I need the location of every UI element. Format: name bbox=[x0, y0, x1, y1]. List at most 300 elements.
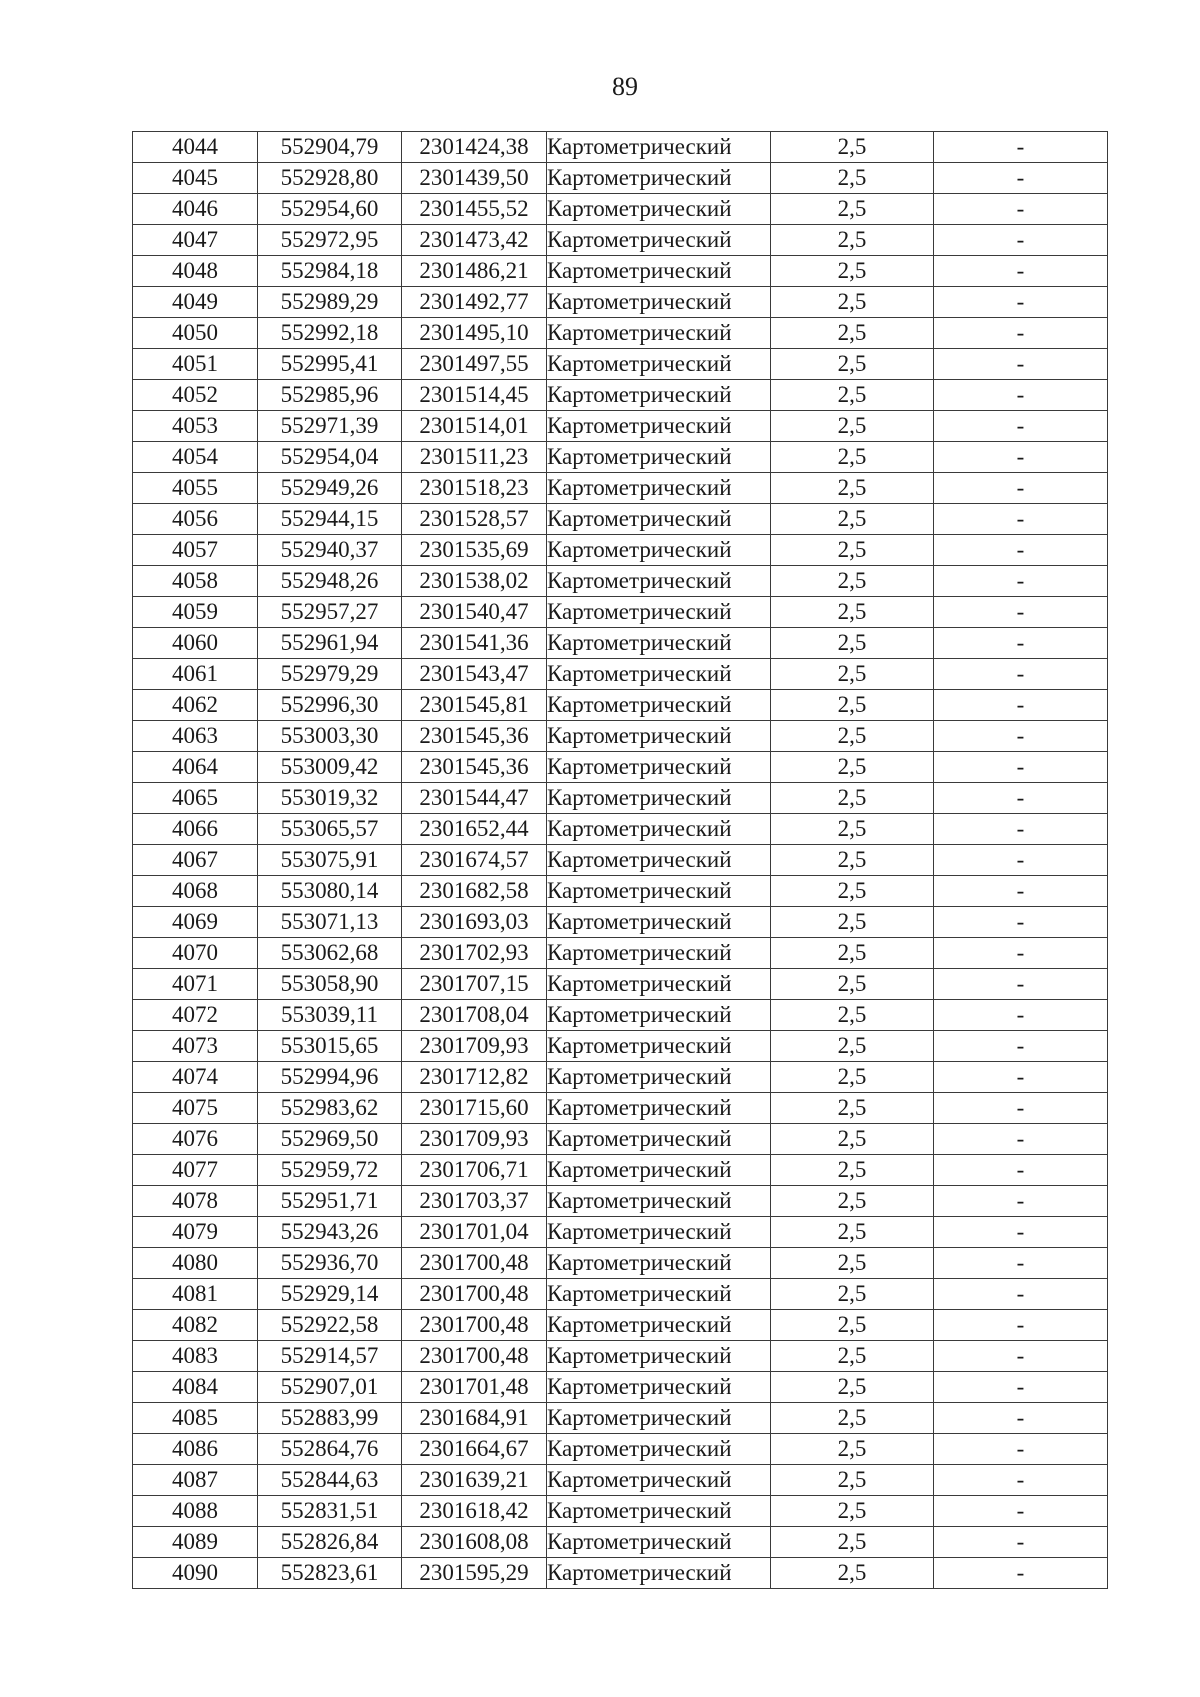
accuracy-cell: 2,5 bbox=[771, 349, 934, 380]
y-coordinate-cell: 2301709,93 bbox=[402, 1031, 547, 1062]
y-coordinate-cell: 2301473,42 bbox=[402, 225, 547, 256]
point-number-cell: 4075 bbox=[133, 1093, 258, 1124]
table-row bbox=[133, 380, 1108, 411]
accuracy-cell: 2,5 bbox=[771, 287, 934, 318]
accuracy-cell: 2,5 bbox=[771, 659, 934, 690]
point-number-cell: 4066 bbox=[133, 814, 258, 845]
method-cell: Картометрический bbox=[547, 1341, 771, 1372]
x-coordinate-cell: 552972,95 bbox=[258, 225, 402, 256]
y-coordinate-cell: 2301544,47 bbox=[402, 783, 547, 814]
x-coordinate-cell: 552914,57 bbox=[258, 1341, 402, 1372]
table-row bbox=[133, 690, 1108, 721]
table-row bbox=[133, 349, 1108, 380]
note-cell: - bbox=[934, 1217, 1108, 1248]
point-number-cell: 4064 bbox=[133, 752, 258, 783]
x-coordinate-cell: 552823,61 bbox=[258, 1558, 402, 1589]
accuracy-cell: 2,5 bbox=[771, 411, 934, 442]
table-row bbox=[133, 1558, 1108, 1589]
point-number-cell: 4048 bbox=[133, 256, 258, 287]
x-coordinate-cell: 553071,13 bbox=[258, 907, 402, 938]
accuracy-cell: 2,5 bbox=[771, 1248, 934, 1279]
x-coordinate-cell: 552928,80 bbox=[258, 163, 402, 194]
accuracy-cell: 2,5 bbox=[771, 1031, 934, 1062]
table-row bbox=[133, 566, 1108, 597]
y-coordinate-cell: 2301684,91 bbox=[402, 1403, 547, 1434]
method-cell: Картометрический bbox=[547, 132, 771, 163]
table-row bbox=[133, 628, 1108, 659]
note-cell: - bbox=[934, 1558, 1108, 1589]
method-cell: Картометрический bbox=[547, 721, 771, 752]
point-number-cell: 4049 bbox=[133, 287, 258, 318]
point-number-cell: 4082 bbox=[133, 1310, 258, 1341]
y-coordinate-cell: 2301700,48 bbox=[402, 1248, 547, 1279]
y-coordinate-cell: 2301511,23 bbox=[402, 442, 547, 473]
table-row bbox=[133, 194, 1108, 225]
x-coordinate-cell: 552826,84 bbox=[258, 1527, 402, 1558]
accuracy-cell: 2,5 bbox=[771, 1217, 934, 1248]
note-cell: - bbox=[934, 938, 1108, 969]
method-cell: Картометрический bbox=[547, 690, 771, 721]
method-cell: Картометрический bbox=[547, 814, 771, 845]
note-cell: - bbox=[934, 845, 1108, 876]
table-row bbox=[133, 1310, 1108, 1341]
method-cell: Картометрический bbox=[547, 256, 771, 287]
table-row bbox=[133, 1372, 1108, 1403]
note-cell: - bbox=[934, 349, 1108, 380]
note-cell: - bbox=[934, 1496, 1108, 1527]
point-number-cell: 4053 bbox=[133, 411, 258, 442]
accuracy-cell: 2,5 bbox=[771, 1403, 934, 1434]
y-coordinate-cell: 2301701,48 bbox=[402, 1372, 547, 1403]
table-row bbox=[133, 1124, 1108, 1155]
method-cell: Картометрический bbox=[547, 318, 771, 349]
note-cell: - bbox=[934, 1341, 1108, 1372]
x-coordinate-cell: 552904,79 bbox=[258, 132, 402, 163]
note-cell: - bbox=[934, 1434, 1108, 1465]
note-cell: - bbox=[934, 1372, 1108, 1403]
y-coordinate-cell: 2301702,93 bbox=[402, 938, 547, 969]
x-coordinate-cell: 553058,90 bbox=[258, 969, 402, 1000]
method-cell: Картометрический bbox=[547, 1186, 771, 1217]
method-cell: Картометрический bbox=[547, 1310, 771, 1341]
accuracy-cell: 2,5 bbox=[771, 628, 934, 659]
accuracy-cell: 2,5 bbox=[771, 907, 934, 938]
y-coordinate-cell: 2301708,04 bbox=[402, 1000, 547, 1031]
accuracy-cell: 2,5 bbox=[771, 380, 934, 411]
method-cell: Картометрический bbox=[547, 752, 771, 783]
table-row bbox=[133, 1279, 1108, 1310]
point-number-cell: 4045 bbox=[133, 163, 258, 194]
method-cell: Картометрический bbox=[547, 1372, 771, 1403]
y-coordinate-cell: 2301424,38 bbox=[402, 132, 547, 163]
x-coordinate-cell: 552929,14 bbox=[258, 1279, 402, 1310]
accuracy-cell: 2,5 bbox=[771, 225, 934, 256]
method-cell: Картометрический bbox=[547, 876, 771, 907]
point-number-cell: 4046 bbox=[133, 194, 258, 225]
table-row bbox=[133, 1062, 1108, 1093]
table-body bbox=[133, 132, 1108, 1589]
method-cell: Картометрический bbox=[547, 1248, 771, 1279]
note-cell: - bbox=[934, 1527, 1108, 1558]
y-coordinate-cell: 2301545,81 bbox=[402, 690, 547, 721]
accuracy-cell: 2,5 bbox=[771, 1341, 934, 1372]
x-coordinate-cell: 552995,41 bbox=[258, 349, 402, 380]
x-coordinate-cell: 552844,63 bbox=[258, 1465, 402, 1496]
point-number-cell: 4076 bbox=[133, 1124, 258, 1155]
method-cell: Картометрический bbox=[547, 163, 771, 194]
note-cell: - bbox=[934, 752, 1108, 783]
table-row bbox=[133, 287, 1108, 318]
point-number-cell: 4051 bbox=[133, 349, 258, 380]
point-number-cell: 4065 bbox=[133, 783, 258, 814]
accuracy-cell: 2,5 bbox=[771, 752, 934, 783]
accuracy-cell: 2,5 bbox=[771, 256, 934, 287]
point-number-cell: 4073 bbox=[133, 1031, 258, 1062]
y-coordinate-cell: 2301497,55 bbox=[402, 349, 547, 380]
table-row bbox=[133, 969, 1108, 1000]
method-cell: Картометрический bbox=[547, 349, 771, 380]
table-row bbox=[133, 1155, 1108, 1186]
table-row bbox=[133, 1341, 1108, 1372]
x-coordinate-cell: 553075,91 bbox=[258, 845, 402, 876]
x-coordinate-cell: 552984,18 bbox=[258, 256, 402, 287]
note-cell: - bbox=[934, 1279, 1108, 1310]
x-coordinate-cell: 552994,96 bbox=[258, 1062, 402, 1093]
note-cell: - bbox=[934, 690, 1108, 721]
y-coordinate-cell: 2301703,37 bbox=[402, 1186, 547, 1217]
method-cell: Картометрический bbox=[547, 473, 771, 504]
point-number-cell: 4088 bbox=[133, 1496, 258, 1527]
point-number-cell: 4060 bbox=[133, 628, 258, 659]
note-cell: - bbox=[934, 659, 1108, 690]
method-cell: Картометрический bbox=[547, 566, 771, 597]
x-coordinate-cell: 552948,26 bbox=[258, 566, 402, 597]
note-cell: - bbox=[934, 442, 1108, 473]
y-coordinate-cell: 2301541,36 bbox=[402, 628, 547, 659]
accuracy-cell: 2,5 bbox=[771, 1434, 934, 1465]
point-number-cell: 4087 bbox=[133, 1465, 258, 1496]
accuracy-cell: 2,5 bbox=[771, 194, 934, 225]
method-cell: Картометрический bbox=[547, 194, 771, 225]
note-cell: - bbox=[934, 287, 1108, 318]
table-row bbox=[133, 225, 1108, 256]
x-coordinate-cell: 552992,18 bbox=[258, 318, 402, 349]
point-number-cell: 4044 bbox=[133, 132, 258, 163]
y-coordinate-cell: 2301492,77 bbox=[402, 287, 547, 318]
x-coordinate-cell: 553015,65 bbox=[258, 1031, 402, 1062]
accuracy-cell: 2,5 bbox=[771, 814, 934, 845]
x-coordinate-cell: 553019,32 bbox=[258, 783, 402, 814]
note-cell: - bbox=[934, 194, 1108, 225]
accuracy-cell: 2,5 bbox=[771, 1062, 934, 1093]
table-row bbox=[133, 535, 1108, 566]
method-cell: Картометрический bbox=[547, 845, 771, 876]
note-cell: - bbox=[934, 907, 1108, 938]
method-cell: Картометрический bbox=[547, 659, 771, 690]
accuracy-cell: 2,5 bbox=[771, 566, 934, 597]
accuracy-cell: 2,5 bbox=[771, 1000, 934, 1031]
accuracy-cell: 2,5 bbox=[771, 318, 934, 349]
note-cell: - bbox=[934, 1186, 1108, 1217]
point-number-cell: 4071 bbox=[133, 969, 258, 1000]
point-number-cell: 4085 bbox=[133, 1403, 258, 1434]
table-row bbox=[133, 411, 1108, 442]
table-row bbox=[133, 1093, 1108, 1124]
x-coordinate-cell: 552961,94 bbox=[258, 628, 402, 659]
point-number-cell: 4059 bbox=[133, 597, 258, 628]
x-coordinate-cell: 553039,11 bbox=[258, 1000, 402, 1031]
y-coordinate-cell: 2301639,21 bbox=[402, 1465, 547, 1496]
note-cell: - bbox=[934, 1062, 1108, 1093]
method-cell: Картометрический bbox=[547, 1496, 771, 1527]
x-coordinate-cell: 552985,96 bbox=[258, 380, 402, 411]
note-cell: - bbox=[934, 380, 1108, 411]
method-cell: Картометрический bbox=[547, 504, 771, 535]
x-coordinate-cell: 552943,26 bbox=[258, 1217, 402, 1248]
method-cell: Картометрический bbox=[547, 1093, 771, 1124]
accuracy-cell: 2,5 bbox=[771, 1124, 934, 1155]
accuracy-cell: 2,5 bbox=[771, 1527, 934, 1558]
note-cell: - bbox=[934, 256, 1108, 287]
method-cell: Картометрический bbox=[547, 907, 771, 938]
accuracy-cell: 2,5 bbox=[771, 938, 934, 969]
method-cell: Картометрический bbox=[547, 380, 771, 411]
coordinates-table bbox=[132, 131, 1108, 1589]
method-cell: Картометрический bbox=[547, 287, 771, 318]
y-coordinate-cell: 2301706,71 bbox=[402, 1155, 547, 1186]
y-coordinate-cell: 2301674,57 bbox=[402, 845, 547, 876]
accuracy-cell: 2,5 bbox=[771, 1465, 934, 1496]
method-cell: Картометрический bbox=[547, 535, 771, 566]
table-row bbox=[133, 1434, 1108, 1465]
x-coordinate-cell: 552949,26 bbox=[258, 473, 402, 504]
method-cell: Картометрический bbox=[547, 783, 771, 814]
accuracy-cell: 2,5 bbox=[771, 132, 934, 163]
accuracy-cell: 2,5 bbox=[771, 1093, 934, 1124]
table-row bbox=[133, 814, 1108, 845]
note-cell: - bbox=[934, 628, 1108, 659]
method-cell: Картометрический bbox=[547, 1465, 771, 1496]
point-number-cell: 4057 bbox=[133, 535, 258, 566]
point-number-cell: 4054 bbox=[133, 442, 258, 473]
point-number-cell: 4084 bbox=[133, 1372, 258, 1403]
table-row bbox=[133, 1527, 1108, 1558]
x-coordinate-cell: 552922,58 bbox=[258, 1310, 402, 1341]
note-cell: - bbox=[934, 783, 1108, 814]
accuracy-cell: 2,5 bbox=[771, 1496, 934, 1527]
point-number-cell: 4050 bbox=[133, 318, 258, 349]
y-coordinate-cell: 2301701,04 bbox=[402, 1217, 547, 1248]
table-row bbox=[133, 1186, 1108, 1217]
note-cell: - bbox=[934, 225, 1108, 256]
method-cell: Картометрический bbox=[547, 1434, 771, 1465]
table-row bbox=[133, 845, 1108, 876]
note-cell: - bbox=[934, 876, 1108, 907]
point-number-cell: 4086 bbox=[133, 1434, 258, 1465]
x-coordinate-cell: 552954,04 bbox=[258, 442, 402, 473]
y-coordinate-cell: 2301545,36 bbox=[402, 752, 547, 783]
x-coordinate-cell: 552983,62 bbox=[258, 1093, 402, 1124]
y-coordinate-cell: 2301540,47 bbox=[402, 597, 547, 628]
point-number-cell: 4061 bbox=[133, 659, 258, 690]
method-cell: Картометрический bbox=[547, 628, 771, 659]
x-coordinate-cell: 552971,39 bbox=[258, 411, 402, 442]
accuracy-cell: 2,5 bbox=[771, 473, 934, 504]
point-number-cell: 4052 bbox=[133, 380, 258, 411]
point-number-cell: 4068 bbox=[133, 876, 258, 907]
x-coordinate-cell: 553003,30 bbox=[258, 721, 402, 752]
method-cell: Картометрический bbox=[547, 411, 771, 442]
table-row bbox=[133, 1217, 1108, 1248]
note-cell: - bbox=[934, 814, 1108, 845]
table-row bbox=[133, 876, 1108, 907]
method-cell: Картометрический bbox=[547, 1031, 771, 1062]
note-cell: - bbox=[934, 1093, 1108, 1124]
x-coordinate-cell: 553065,57 bbox=[258, 814, 402, 845]
table-row bbox=[133, 597, 1108, 628]
method-cell: Картометрический bbox=[547, 1000, 771, 1031]
y-coordinate-cell: 2301528,57 bbox=[402, 504, 547, 535]
note-cell: - bbox=[934, 132, 1108, 163]
note-cell: - bbox=[934, 1155, 1108, 1186]
table-row bbox=[133, 504, 1108, 535]
x-coordinate-cell: 552954,60 bbox=[258, 194, 402, 225]
note-cell: - bbox=[934, 163, 1108, 194]
method-cell: Картометрический bbox=[547, 938, 771, 969]
y-coordinate-cell: 2301664,67 bbox=[402, 1434, 547, 1465]
note-cell: - bbox=[934, 504, 1108, 535]
point-number-cell: 4081 bbox=[133, 1279, 258, 1310]
y-coordinate-cell: 2301543,47 bbox=[402, 659, 547, 690]
table-row bbox=[133, 1031, 1108, 1062]
table-row bbox=[133, 163, 1108, 194]
x-coordinate-cell: 552969,50 bbox=[258, 1124, 402, 1155]
x-coordinate-cell: 552989,29 bbox=[258, 287, 402, 318]
x-coordinate-cell: 552957,27 bbox=[258, 597, 402, 628]
accuracy-cell: 2,5 bbox=[771, 597, 934, 628]
accuracy-cell: 2,5 bbox=[771, 845, 934, 876]
point-number-cell: 4089 bbox=[133, 1527, 258, 1558]
point-number-cell: 4058 bbox=[133, 566, 258, 597]
y-coordinate-cell: 2301608,08 bbox=[402, 1527, 547, 1558]
x-coordinate-cell: 552940,37 bbox=[258, 535, 402, 566]
table-row bbox=[133, 132, 1108, 163]
x-coordinate-cell: 552907,01 bbox=[258, 1372, 402, 1403]
x-coordinate-cell: 553062,68 bbox=[258, 938, 402, 969]
method-cell: Картометрический bbox=[547, 1217, 771, 1248]
point-number-cell: 4080 bbox=[133, 1248, 258, 1279]
y-coordinate-cell: 2301618,42 bbox=[402, 1496, 547, 1527]
x-coordinate-cell: 552831,51 bbox=[258, 1496, 402, 1527]
table-row bbox=[133, 1496, 1108, 1527]
x-coordinate-cell: 552936,70 bbox=[258, 1248, 402, 1279]
table-row bbox=[133, 938, 1108, 969]
note-cell: - bbox=[934, 1031, 1108, 1062]
method-cell: Картометрический bbox=[547, 1527, 771, 1558]
note-cell: - bbox=[934, 1000, 1108, 1031]
y-coordinate-cell: 2301700,48 bbox=[402, 1279, 547, 1310]
y-coordinate-cell: 2301545,36 bbox=[402, 721, 547, 752]
point-number-cell: 4090 bbox=[133, 1558, 258, 1589]
note-cell: - bbox=[934, 1465, 1108, 1496]
point-number-cell: 4070 bbox=[133, 938, 258, 969]
note-cell: - bbox=[934, 1248, 1108, 1279]
note-cell: - bbox=[934, 535, 1108, 566]
y-coordinate-cell: 2301652,44 bbox=[402, 814, 547, 845]
accuracy-cell: 2,5 bbox=[771, 442, 934, 473]
y-coordinate-cell: 2301693,03 bbox=[402, 907, 547, 938]
method-cell: Картометрический bbox=[547, 1558, 771, 1589]
y-coordinate-cell: 2301455,52 bbox=[402, 194, 547, 225]
y-coordinate-cell: 2301538,02 bbox=[402, 566, 547, 597]
table-row bbox=[133, 473, 1108, 504]
point-number-cell: 4072 bbox=[133, 1000, 258, 1031]
y-coordinate-cell: 2301709,93 bbox=[402, 1124, 547, 1155]
table-row bbox=[133, 752, 1108, 783]
y-coordinate-cell: 2301700,48 bbox=[402, 1310, 547, 1341]
accuracy-cell: 2,5 bbox=[771, 535, 934, 566]
table-row bbox=[133, 659, 1108, 690]
point-number-cell: 4079 bbox=[133, 1217, 258, 1248]
table-row bbox=[133, 318, 1108, 349]
note-cell: - bbox=[934, 721, 1108, 752]
x-coordinate-cell: 552959,72 bbox=[258, 1155, 402, 1186]
accuracy-cell: 2,5 bbox=[771, 1310, 934, 1341]
point-number-cell: 4047 bbox=[133, 225, 258, 256]
note-cell: - bbox=[934, 597, 1108, 628]
accuracy-cell: 2,5 bbox=[771, 1372, 934, 1403]
point-number-cell: 4078 bbox=[133, 1186, 258, 1217]
accuracy-cell: 2,5 bbox=[771, 969, 934, 1000]
y-coordinate-cell: 2301495,10 bbox=[402, 318, 547, 349]
accuracy-cell: 2,5 bbox=[771, 1279, 934, 1310]
method-cell: Картометрический bbox=[547, 1403, 771, 1434]
table-row bbox=[133, 1403, 1108, 1434]
page-number: 89 bbox=[612, 72, 638, 101]
accuracy-cell: 2,5 bbox=[771, 163, 934, 194]
point-number-cell: 4077 bbox=[133, 1155, 258, 1186]
note-cell: - bbox=[934, 566, 1108, 597]
y-coordinate-cell: 2301518,23 bbox=[402, 473, 547, 504]
y-coordinate-cell: 2301715,60 bbox=[402, 1093, 547, 1124]
note-cell: - bbox=[934, 411, 1108, 442]
accuracy-cell: 2,5 bbox=[771, 1558, 934, 1589]
method-cell: Картометрический bbox=[547, 969, 771, 1000]
x-coordinate-cell: 553009,42 bbox=[258, 752, 402, 783]
y-coordinate-cell: 2301486,21 bbox=[402, 256, 547, 287]
method-cell: Картометрический bbox=[547, 225, 771, 256]
table-row bbox=[133, 1000, 1108, 1031]
y-coordinate-cell: 2301682,58 bbox=[402, 876, 547, 907]
accuracy-cell: 2,5 bbox=[771, 690, 934, 721]
y-coordinate-cell: 2301535,69 bbox=[402, 535, 547, 566]
x-coordinate-cell: 552996,30 bbox=[258, 690, 402, 721]
table-row bbox=[133, 1465, 1108, 1496]
note-cell: - bbox=[934, 1310, 1108, 1341]
point-number-cell: 4069 bbox=[133, 907, 258, 938]
note-cell: - bbox=[934, 1403, 1108, 1434]
table-row bbox=[133, 256, 1108, 287]
y-coordinate-cell: 2301439,50 bbox=[402, 163, 547, 194]
method-cell: Картометрический bbox=[547, 597, 771, 628]
table-row bbox=[133, 721, 1108, 752]
accuracy-cell: 2,5 bbox=[771, 504, 934, 535]
y-coordinate-cell: 2301700,48 bbox=[402, 1341, 547, 1372]
table-row bbox=[133, 442, 1108, 473]
table-row bbox=[133, 1248, 1108, 1279]
x-coordinate-cell: 552979,29 bbox=[258, 659, 402, 690]
point-number-cell: 4067 bbox=[133, 845, 258, 876]
